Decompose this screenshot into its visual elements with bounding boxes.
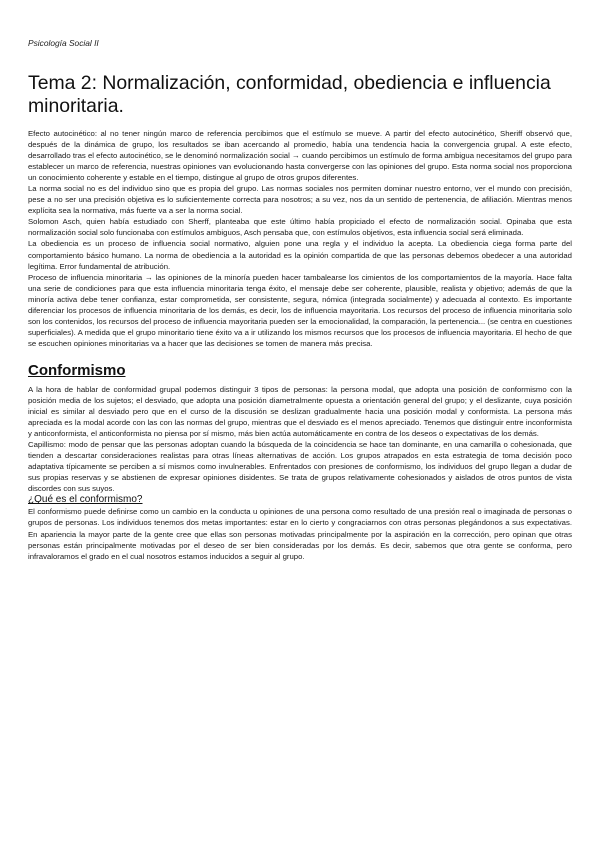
paragraph: La norma social no es del individuo sino que es propia del grupo. Las normas sociales nos permiten dominar nuestro entorno, ver el mundo con precisión, pese a no ser una precisión objetiva es lo suficientemente correcta para nosotros; a su vez, nos da un sentido de pertenencia, de afiliación. Mientras menos explícita sea la normativa, más fuerte va a ser la norma social. (28, 184, 572, 216)
paragraph: A la hora de hablar de conformidad grupal podemos distinguir 3 tipos de personas: la persona modal, que adopta una posición de conformismo con la posición media de los sujetos; el desviado, que adopta una posición diametralmente opuesta a orientación general del grupo; y el deslizante, cuya posición inicial es similar al desviado pero que en el curso de la discusión se deslizan gradualmente hacia una posición modal y conformista. La persona más apreciada es la modal acorde con las con las normas del grupo, mientras que el desviado es el menos apreciado. Tenemos que distinguir entre inconformista y anticonformista, el anticonformista no piensa por sí mismo, más bien actúa automáticamente en contra de los deseos o expectativas de los demás. (28, 384, 572, 439)
paragraph: El conformismo puede definirse como un cambio en la conducta u opiniones de una persona como resultado de una presión real o imaginada de personas o grupos de personas. Los individuos tenemos dos metas importantes: estar en lo cierto y congraciarnos con otras personas plegándonos a sus expectativas. En apariencia la mayor parte de la gente cree que ellas son personas motivadas principalmente por la aspiración en la corrección, pero opinan que otras personas están principalmente motivadas por el deseo de ser bien consideradas por los demás. Es decir, sabemos que otra gente se conforma, pero infravaloramos el grado en el cual nosotros estamos inducidos a seguir al grupo. (28, 507, 572, 561)
paragraph: Solomon Asch, quien había estudiado con Sherff, planteaba que este último había propiciado el efecto de normalización social. Opinaba que esta normalización social solo funcionaba con estímulos ambiguos, Asch pensaba que, con estímulos objetivos, esta influencia social será eliminada. (28, 217, 572, 238)
paragraph: Efecto autocinético: al no tener ningún marco de referencia percibimos que el estímulo se mueve. A partir del efecto autocinético, Sheriff observó que, después de la dinámica de grupo, los resultados se iban acercando al promedio, había una tendencia hacia la convergencia grupal. A este efecto, desarrollado tras el efecto autocinético, se le denominó normalización social → cuando percibimos un estímulo de forma ambigua necesitamos del grupo para establecer un marco de referencia, nuestras opiniones van evolucionando hasta convergerse con las opiniones del grupo. Esta norma social nos proporciona un conocimiento coherente y estable en el tiempo, distingue al grupo de otros grupos diferentes. (28, 129, 572, 183)
subheading-que-es-conformismo: ¿Qué es el conformismo? (28, 494, 143, 506)
page-title: Tema 2: Normalización, conformidad, obediencia e influencia minoritaria. (28, 72, 551, 117)
running-header: Psicología Social II (28, 38, 99, 48)
paragraph: Proceso de influencia minoritaria → las opiniones de la minoría pueden hacer tambalearse los cimientos de los comportamientos de la mayoría. Hace falta una serie de condiciones para que esta influencia minoritaria tenga éxito, el mensaje debe ser coherente, plausible, realista y objetivo; además de que la minoría activa debe tener confianza, estar comprometida, ser consistente, segura, nómica (integrada socialmente) y adecuada al contexto. Es importante diferenciar los procesos de influencia minoritaria de los demás, es decir, los de influencia mayoritaria. Los recursos del proceso de influencia minoritaria solo son los contenidos, los recursos del proceso de influencia mayoritaria pueden ser la emocionalidad, la comparación, la pertenencia... (se centra en cuestiones superficiales). A medida que el grupo minoritario tiene éxito va a ir utilizando los mismos recursos que los procesos de influencia mayoritaria. El hecho de que se escuchen opiniones minoritarias va a hacer que las decisiones se tomen de manera más precisa. (28, 272, 572, 348)
paragraph: Capillismo: modo de pensar que las personas adoptan cuando la búsqueda de la coincidencia se hace tan dominante, en una camarilla o cohesionada, que tienden a descartar consideraciones realistas para otras líneas alternativas de acción. Los grupos atrapados en esta estrategia de toma decisión poco adaptativa típicamente se perciben a sí mismos como invulnerables. Enfrentados con presiones de conformismo, los individuos del grupo llegan a dudar de sus propias reservas y se abstienen de expresar opiniones disidentes. Se trata de grupos relativamente cohesionados y aislados de otros puntos de vista discordes con sus suyos. (28, 440, 572, 494)
section-heading-conformismo: Conformismo (28, 361, 126, 379)
paragraph: La obediencia es un proceso de influencia social normativo, alguien pone una regla y el individuo la acepta. La obediencia ciega forma parte del comportamiento básico humano. La norma de obediencia a la autoridad es la opinión compartida de que las personas debemos obedecer a una autoridad legítima. Error fundamental de atribución. (28, 239, 572, 271)
document-body (28, 128, 572, 562)
